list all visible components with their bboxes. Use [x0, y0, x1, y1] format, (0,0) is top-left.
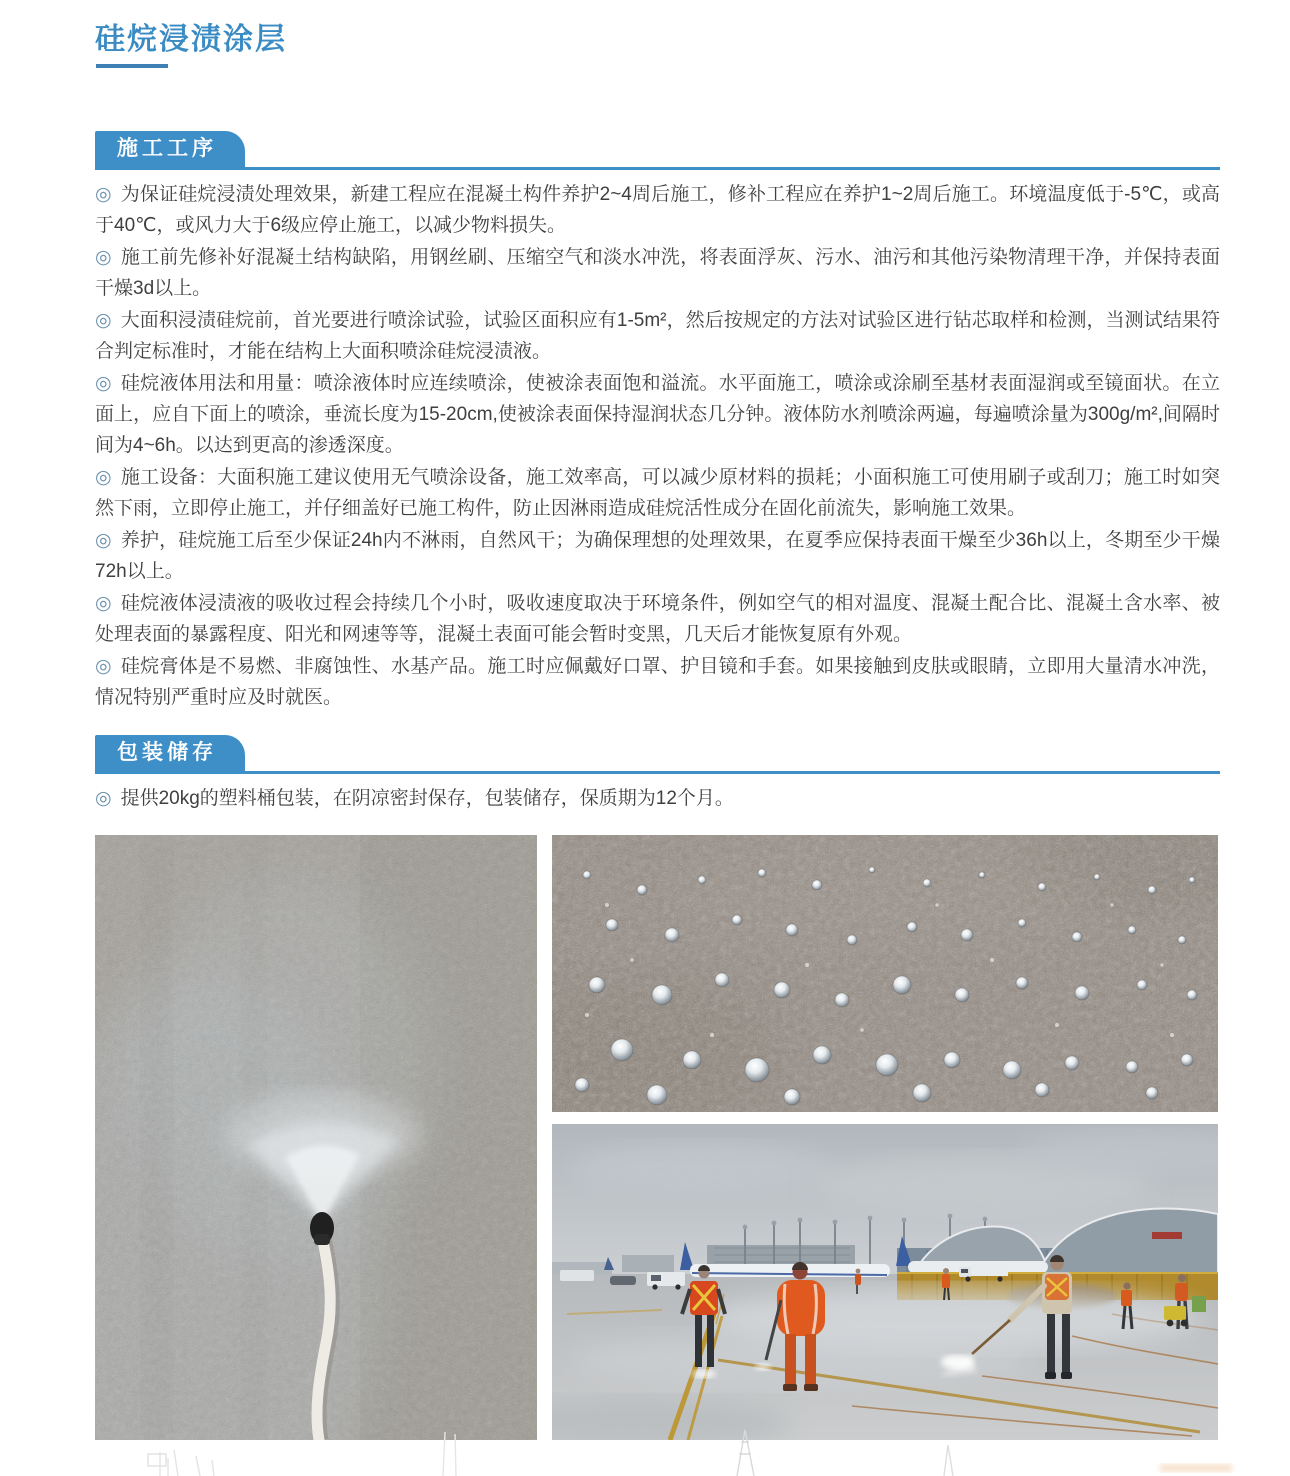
- list-item: [95, 783, 1220, 814]
- list-item: [95, 651, 1220, 713]
- list-item-text: 施工设备：大面积施工建议使用无气喷涂设备，施工效率高，可以减少原材料的损耗；小面积施工可使用刷子或刮刀；施工时如突然下雨，立即停止施工，并仔细盖好已施工构件，防止因淋雨造成硅烷活性成分在固化前流失，影响施工效果。: [95, 467, 1220, 519]
- section-heading-rule: [95, 735, 1220, 774]
- section-construction-procedure: [95, 131, 1220, 714]
- title-underline: [96, 64, 168, 68]
- section-heading-rule: [95, 131, 1220, 170]
- bullet-icon: ◎: [95, 184, 112, 205]
- section-packaging-storage: [95, 735, 1220, 815]
- bullet-icon: ◎: [95, 530, 112, 551]
- list-item-text: 硅烷液体浸渍液的吸收过程会持续几个小时，吸收速度取决于环境条件，例如空气的相对温度、混凝土配合比、混凝土含水率、被处理表面的暴露程度、阳光和网速等等，混凝土表面可能会暂时变黑，几天后才能恢复原有外观。: [95, 593, 1220, 645]
- bullet-icon: ◎: [95, 656, 112, 677]
- list-item: [95, 525, 1220, 587]
- bullet-icon: ◎: [95, 247, 112, 268]
- water-beading-surface-photo: [552, 835, 1218, 1112]
- bottom-watermark-lineart: [0, 1420, 1290, 1476]
- airport-apron-spray-photo: [552, 1124, 1218, 1440]
- construction-procedure-list: [95, 179, 1220, 713]
- list-item-text: 硅烷膏体是不易燃、非腐蚀性、水基产品。施工时应佩戴好口罩、护目镜和手套。如果接触到皮肤或眼睛，立即用大量清水冲洗，情况特别严重时应及时就医。: [95, 656, 1220, 708]
- list-item-text: 大面积浸渍硅烷前，首光要进行喷涂试验，试验区面积应有1-5m²，然后按规定的方法对试验区进行钻芯取样和检测，当测试结果符合判定标准时，才能在结构上大面积喷涂硅烷浸渍液。: [95, 310, 1220, 362]
- list-item: [95, 179, 1220, 241]
- bullet-icon: ◎: [95, 467, 112, 488]
- list-item: [95, 588, 1220, 650]
- list-item: [95, 305, 1220, 367]
- list-item-text: 提供20kg的塑料桶包装，在阴凉密封保存，包装储存，保质期为12个月。: [120, 788, 734, 809]
- list-item-text: 为保证硅烷浸渍处理效果，新建工程应在混凝土构件养护2~4周后施工，修补工程应在养护1~2周后施工。环境温度低于-5℃，或高于40℃，或风力大于6级应停止施工，以减少物料损失。: [95, 184, 1220, 236]
- bullet-icon: ◎: [95, 593, 112, 614]
- list-item-text: 养护，硅烷施工后至少保证24h内不淋雨，自然风干；为确保理想的处理效果，在夏季应保持表面干燥至少36h以上，冬期至少干燥72h以上。: [95, 530, 1220, 582]
- silane-spray-wall-photo: [95, 835, 537, 1440]
- list-item: [95, 368, 1220, 461]
- bullet-icon: ◎: [95, 310, 112, 331]
- bullet-icon: ◎: [95, 373, 112, 394]
- packaging-storage-list: [95, 783, 1220, 814]
- bullet-icon: ◎: [95, 788, 112, 809]
- list-item-text: 施工前先修补好混凝土结构缺陷，用钢丝刷、压缩空气和淡水冲洗，将表面浮灰、污水、油污和其他污染物清理干净，并保持表面干燥3d以上。: [95, 247, 1220, 299]
- section-heading-badge: 包装储存: [95, 735, 245, 771]
- page-title: 硅烷浸渍涂层: [95, 23, 287, 56]
- list-item: [95, 462, 1220, 524]
- section-heading-badge: 施工工序: [95, 131, 245, 167]
- list-item-text: 硅烷液体用法和用量：喷涂液体时应连续喷涂，使被涂表面饱和溢流。水平面施工，喷涂或涂刷至基材表面湿润或至镜面状。在立面上，应自下面上的喷涂，垂流长度为15-20cm,使被涂表面保持湿润状态几分钟。液体防水剂喷涂两遍，每遍喷涂量为300g/m²,间隔时间为4~6h。以达到更高的渗透深度。: [95, 373, 1220, 456]
- list-item: [95, 242, 1220, 304]
